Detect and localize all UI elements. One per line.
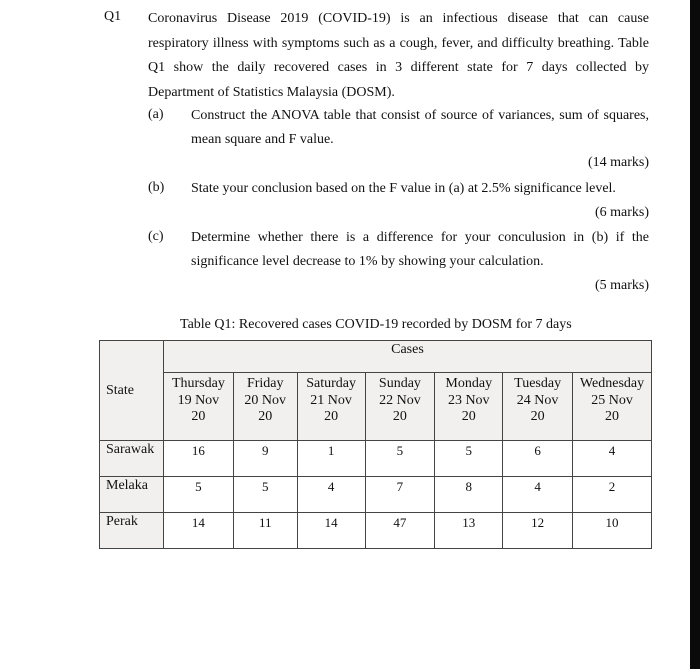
- part-c-line: Determine whether there is a difference for your conculusion in (b) if the: [191, 230, 649, 245]
- case-value: 4: [573, 441, 652, 477]
- day-header: Tuesday 24 Nov 20: [503, 373, 573, 441]
- state-column-header: State: [100, 341, 164, 441]
- part-a-text: [191, 104, 649, 152]
- case-value: 5: [163, 477, 233, 513]
- table-row: [100, 477, 652, 513]
- part-a-marks: (14 marks): [587, 155, 649, 170]
- part-c-text: [191, 226, 649, 274]
- question-intro: [148, 7, 649, 105]
- case-value: 4: [297, 477, 365, 513]
- day-header: Monday 23 Nov 20: [435, 373, 503, 441]
- case-value: 2: [573, 477, 652, 513]
- part-c-marks: (5 marks): [594, 278, 649, 293]
- table-row: [100, 441, 652, 477]
- part-a-label: (a): [148, 107, 164, 122]
- recovered-cases-table: [99, 340, 652, 549]
- case-value: 10: [573, 513, 652, 549]
- day-header: Sunday 22 Nov 20: [365, 373, 435, 441]
- case-value: 1: [297, 441, 365, 477]
- case-value: 4: [503, 477, 573, 513]
- screen-edge: [690, 0, 700, 669]
- part-a-line: Construct the ANOVA table that consist of source of variances, sum of squares,: [191, 108, 649, 123]
- case-value: 14: [163, 513, 233, 549]
- case-value: 47: [365, 513, 435, 549]
- part-b-text: [191, 177, 649, 201]
- case-value: 5: [435, 441, 503, 477]
- part-c-line: significance level decrease to 1% by showing your calculation.: [191, 254, 544, 269]
- cases-header: Cases: [163, 341, 651, 373]
- table-row: [100, 513, 652, 549]
- case-value: 6: [503, 441, 573, 477]
- case-value: 9: [233, 441, 297, 477]
- state-name: Melaka: [100, 477, 164, 513]
- question-number: Q1: [104, 9, 122, 24]
- case-value: 13: [435, 513, 503, 549]
- case-value: 11: [233, 513, 297, 549]
- intro-line: Coronavirus Disease 2019 (COVID-19) is an infectious disease that can cause: [148, 11, 649, 26]
- case-value: 5: [233, 477, 297, 513]
- case-value: 8: [435, 477, 503, 513]
- day-header: Thursday 19 Nov 20: [163, 373, 233, 441]
- part-a-line: mean square and F value.: [191, 132, 334, 147]
- case-value: 16: [163, 441, 233, 477]
- part-c-label: (c): [148, 229, 164, 244]
- case-value: 12: [503, 513, 573, 549]
- day-header: Friday 20 Nov 20: [233, 373, 297, 441]
- day-header: Saturday 21 Nov 20: [297, 373, 365, 441]
- case-value: 14: [297, 513, 365, 549]
- day-header: Wednesday 25 Nov 20: [573, 373, 652, 441]
- part-b-line: State your conclusion based on the F value in (a) at 2.5% significance level.: [191, 181, 616, 196]
- case-value: 7: [365, 477, 435, 513]
- state-name: Sarawak: [100, 441, 164, 477]
- intro-line: Q1 show the daily recovered cases in 3 different state for 7 days collected by: [148, 60, 649, 75]
- intro-line: respiratory illness with symptoms such as a cough, fever, and difficulty breathing. Table: [148, 35, 649, 51]
- part-b-marks: (6 marks): [594, 205, 649, 220]
- state-name: Perak: [100, 513, 164, 549]
- intro-line: Department of Statistics Malaysia (DOSM).: [148, 84, 395, 100]
- part-b-label: (b): [148, 180, 165, 195]
- case-value: 5: [365, 441, 435, 477]
- table-caption: Table Q1: Recovered cases COVID-19 recorded by DOSM for 7 days: [180, 317, 572, 332]
